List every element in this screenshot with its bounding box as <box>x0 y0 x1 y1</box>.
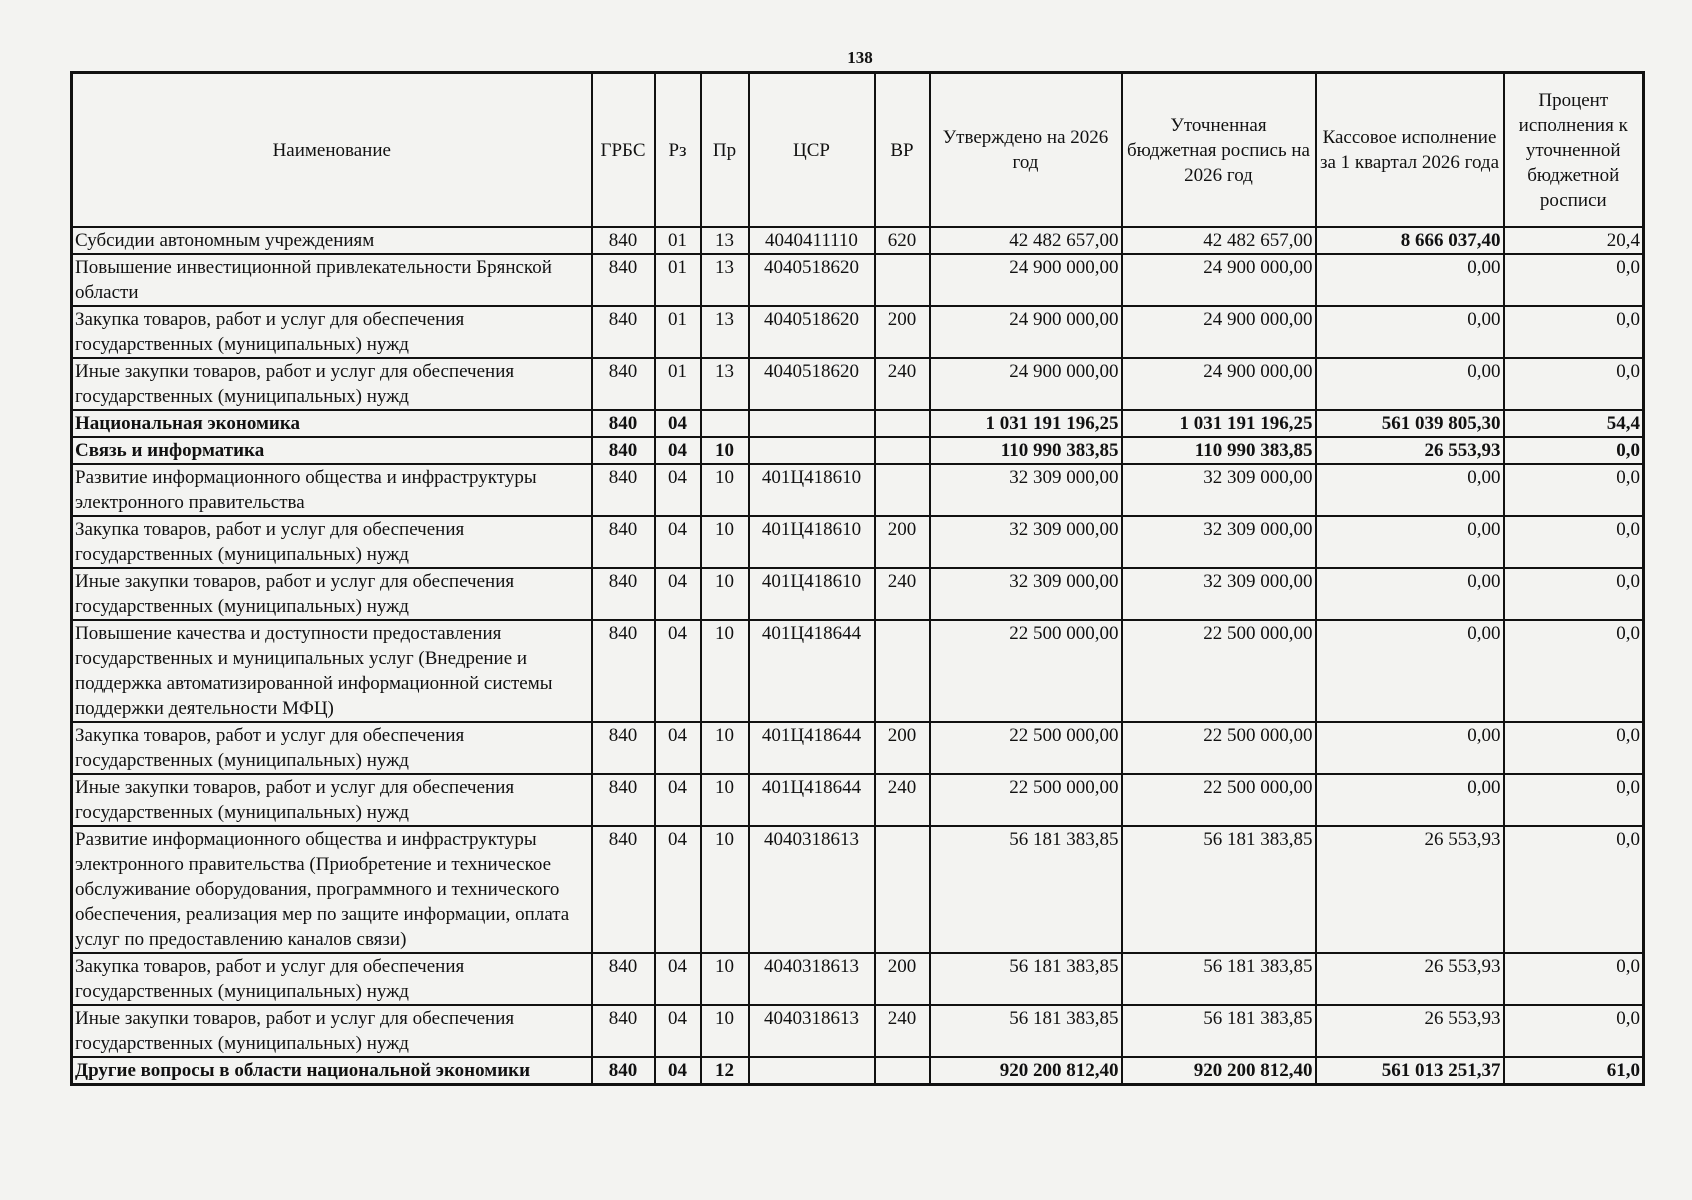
table-row <box>72 464 1644 516</box>
cell-csr: 401Ц418610 <box>749 464 875 516</box>
cell-percent: 20,4 <box>1504 227 1644 254</box>
cell-percent: 0,0 <box>1504 722 1644 774</box>
cell-rz: 04 <box>655 1057 701 1085</box>
cell-vr: 200 <box>875 306 930 358</box>
table-row <box>72 254 1644 306</box>
cell-cash: 0,00 <box>1316 774 1504 826</box>
header-refined: Уточненная бюджетная роспись на 2026 год <box>1122 73 1316 228</box>
header-approved: Утверждено на 2026 год <box>930 73 1122 228</box>
cell-csr: 401Ц418644 <box>749 620 875 722</box>
cell-cash: 0,00 <box>1316 568 1504 620</box>
cell-grbs: 840 <box>592 254 655 306</box>
cell-refined: 56 181 383,85 <box>1122 1005 1316 1057</box>
cell-refined: 32 309 000,00 <box>1122 516 1316 568</box>
cell-approved: 920 200 812,40 <box>930 1057 1122 1085</box>
cell-csr: 401Ц418644 <box>749 722 875 774</box>
cell-grbs: 840 <box>592 722 655 774</box>
cell-cash: 26 553,93 <box>1316 437 1504 464</box>
cell-refined: 24 900 000,00 <box>1122 254 1316 306</box>
cell-csr <box>749 437 875 464</box>
cell-grbs: 840 <box>592 620 655 722</box>
cell-grbs: 840 <box>592 1057 655 1085</box>
table-row <box>72 306 1644 358</box>
cell-rz: 04 <box>655 953 701 1005</box>
header-percent: Процент исполнения к уточненной бюджетной росписи <box>1504 73 1644 228</box>
cell-pr: 10 <box>701 437 749 464</box>
cell-percent: 0,0 <box>1504 568 1644 620</box>
cell-refined: 42 482 657,00 <box>1122 227 1316 254</box>
cell-name: Иные закупки товаров, работ и услуг для обеспечения государственных (муниципальных) нужд <box>72 774 592 826</box>
cell-rz: 04 <box>655 1005 701 1057</box>
cell-grbs: 840 <box>592 464 655 516</box>
cell-approved: 56 181 383,85 <box>930 953 1122 1005</box>
cell-cash: 26 553,93 <box>1316 1005 1504 1057</box>
cell-name: Закупка товаров, работ и услуг для обеспечения государственных (муниципальных) нужд <box>72 516 592 568</box>
header-csr: ЦСР <box>749 73 875 228</box>
cell-name: Национальная экономика <box>72 410 592 437</box>
table-row <box>72 437 1644 464</box>
cell-rz: 04 <box>655 568 701 620</box>
cell-csr <box>749 410 875 437</box>
table-body <box>72 227 1644 1085</box>
cell-name: Закупка товаров, работ и услуг для обеспечения государственных (муниципальных) нужд <box>72 722 592 774</box>
table-header-row <box>72 73 1644 228</box>
table-row <box>72 358 1644 410</box>
cell-refined: 22 500 000,00 <box>1122 620 1316 722</box>
cell-refined: 22 500 000,00 <box>1122 774 1316 826</box>
cell-csr: 4040411110 <box>749 227 875 254</box>
cell-approved: 24 900 000,00 <box>930 306 1122 358</box>
cell-vr <box>875 1057 930 1085</box>
cell-cash: 26 553,93 <box>1316 826 1504 953</box>
header-grbs: ГРБС <box>592 73 655 228</box>
cell-refined: 56 181 383,85 <box>1122 826 1316 953</box>
cell-pr: 12 <box>701 1057 749 1085</box>
table-row <box>72 568 1644 620</box>
cell-pr: 10 <box>701 774 749 826</box>
cell-csr: 4040518620 <box>749 358 875 410</box>
cell-pr: 10 <box>701 620 749 722</box>
cell-name: Закупка товаров, работ и услуг для обеспечения государственных (муниципальных) нужд <box>72 306 592 358</box>
header-cash: Кассовое исполнение за 1 квартал 2026 года <box>1316 73 1504 228</box>
cell-pr: 10 <box>701 516 749 568</box>
cell-name: Закупка товаров, работ и услуг для обеспечения государственных (муниципальных) нужд <box>72 953 592 1005</box>
cell-cash: 0,00 <box>1316 620 1504 722</box>
cell-refined: 1 031 191 196,25 <box>1122 410 1316 437</box>
cell-grbs: 840 <box>592 568 655 620</box>
cell-vr <box>875 620 930 722</box>
cell-percent: 0,0 <box>1504 358 1644 410</box>
header-name: Наименование <box>72 73 592 228</box>
table-row <box>72 516 1644 568</box>
cell-vr <box>875 437 930 464</box>
cell-approved: 56 181 383,85 <box>930 1005 1122 1057</box>
cell-refined: 920 200 812,40 <box>1122 1057 1316 1085</box>
budget-table <box>70 71 1645 1086</box>
cell-csr: 401Ц418610 <box>749 516 875 568</box>
cell-refined: 24 900 000,00 <box>1122 306 1316 358</box>
cell-name: Иные закупки товаров, работ и услуг для обеспечения государственных (муниципальных) нужд <box>72 358 592 410</box>
cell-name: Повышение качества и доступности предоставления государственных и муниципальных услуг (Внедрение и поддержка автоматизированной информационной системы поддержки деятельности МФЦ) <box>72 620 592 722</box>
cell-pr: 10 <box>701 464 749 516</box>
cell-name: Иные закупки товаров, работ и услуг для обеспечения государственных (муниципальных) нужд <box>72 1005 592 1057</box>
cell-percent: 54,4 <box>1504 410 1644 437</box>
cell-refined: 56 181 383,85 <box>1122 953 1316 1005</box>
cell-vr <box>875 254 930 306</box>
cell-approved: 22 500 000,00 <box>930 620 1122 722</box>
cell-refined: 32 309 000,00 <box>1122 464 1316 516</box>
cell-cash: 26 553,93 <box>1316 953 1504 1005</box>
cell-cash: 561 039 805,30 <box>1316 410 1504 437</box>
cell-rz: 04 <box>655 410 701 437</box>
cell-refined: 110 990 383,85 <box>1122 437 1316 464</box>
cell-vr <box>875 464 930 516</box>
cell-pr: 10 <box>701 722 749 774</box>
cell-percent: 0,0 <box>1504 1005 1644 1057</box>
cell-approved: 110 990 383,85 <box>930 437 1122 464</box>
cell-approved: 22 500 000,00 <box>930 722 1122 774</box>
cell-percent: 0,0 <box>1504 826 1644 953</box>
cell-percent: 0,0 <box>1504 254 1644 306</box>
cell-grbs: 840 <box>592 437 655 464</box>
cell-refined: 22 500 000,00 <box>1122 722 1316 774</box>
cell-approved: 42 482 657,00 <box>930 227 1122 254</box>
cell-refined: 24 900 000,00 <box>1122 358 1316 410</box>
cell-grbs: 840 <box>592 774 655 826</box>
cell-pr <box>701 410 749 437</box>
cell-name: Развитие информационного общества и инфраструктуры электронного правительства <box>72 464 592 516</box>
cell-cash: 8 666 037,40 <box>1316 227 1504 254</box>
cell-csr: 401Ц418610 <box>749 568 875 620</box>
cell-csr <box>749 1057 875 1085</box>
cell-pr: 13 <box>701 306 749 358</box>
cell-rz: 01 <box>655 358 701 410</box>
cell-name: Другие вопросы в области национальной экономики <box>72 1057 592 1085</box>
cell-approved: 24 900 000,00 <box>930 254 1122 306</box>
cell-percent: 0,0 <box>1504 306 1644 358</box>
cell-name: Субсидии автономным учреждениям <box>72 227 592 254</box>
cell-pr: 13 <box>701 227 749 254</box>
cell-cash: 0,00 <box>1316 254 1504 306</box>
cell-approved: 32 309 000,00 <box>930 568 1122 620</box>
cell-pr: 10 <box>701 953 749 1005</box>
cell-rz: 04 <box>655 516 701 568</box>
table-row <box>72 410 1644 437</box>
cell-name: Иные закупки товаров, работ и услуг для обеспечения государственных (муниципальных) нужд <box>72 568 592 620</box>
table-row <box>72 722 1644 774</box>
cell-rz: 04 <box>655 774 701 826</box>
table-row <box>72 774 1644 826</box>
cell-rz: 01 <box>655 306 701 358</box>
cell-pr: 13 <box>701 358 749 410</box>
cell-vr: 200 <box>875 722 930 774</box>
cell-approved: 32 309 000,00 <box>930 464 1122 516</box>
cell-cash: 0,00 <box>1316 516 1504 568</box>
cell-rz: 04 <box>655 464 701 516</box>
cell-pr: 10 <box>701 826 749 953</box>
cell-percent: 0,0 <box>1504 516 1644 568</box>
cell-cash: 561 013 251,37 <box>1316 1057 1504 1085</box>
cell-vr: 200 <box>875 953 930 1005</box>
table-row <box>72 620 1644 722</box>
cell-grbs: 840 <box>592 227 655 254</box>
cell-rz: 04 <box>655 437 701 464</box>
cell-percent: 0,0 <box>1504 774 1644 826</box>
table-row <box>72 1005 1644 1057</box>
header-rz: Рз <box>655 73 701 228</box>
cell-pr: 10 <box>701 1005 749 1057</box>
cell-percent: 0,0 <box>1504 953 1644 1005</box>
cell-cash: 0,00 <box>1316 358 1504 410</box>
cell-approved: 22 500 000,00 <box>930 774 1122 826</box>
cell-percent: 0,0 <box>1504 437 1644 464</box>
cell-cash: 0,00 <box>1316 722 1504 774</box>
cell-vr: 240 <box>875 358 930 410</box>
cell-vr: 240 <box>875 568 930 620</box>
cell-approved: 24 900 000,00 <box>930 358 1122 410</box>
cell-name: Связь и информатика <box>72 437 592 464</box>
cell-grbs: 840 <box>592 410 655 437</box>
cell-approved: 32 309 000,00 <box>930 516 1122 568</box>
cell-grbs: 840 <box>592 358 655 410</box>
cell-csr: 4040518620 <box>749 254 875 306</box>
cell-vr <box>875 410 930 437</box>
cell-vr: 620 <box>875 227 930 254</box>
cell-approved: 56 181 383,85 <box>930 826 1122 953</box>
page-number: 138 <box>847 48 873 67</box>
cell-vr: 240 <box>875 774 930 826</box>
cell-grbs: 840 <box>592 826 655 953</box>
cell-vr: 240 <box>875 1005 930 1057</box>
cell-rz: 01 <box>655 254 701 306</box>
header-pr: Пр <box>701 73 749 228</box>
cell-pr: 10 <box>701 568 749 620</box>
cell-percent: 61,0 <box>1504 1057 1644 1085</box>
header-vr: ВР <box>875 73 930 228</box>
table-row <box>72 953 1644 1005</box>
table-row <box>72 826 1644 953</box>
cell-percent: 0,0 <box>1504 620 1644 722</box>
cell-grbs: 840 <box>592 1005 655 1057</box>
cell-rz: 04 <box>655 620 701 722</box>
table-row <box>72 227 1644 254</box>
cell-csr: 401Ц418644 <box>749 774 875 826</box>
cell-csr: 4040518620 <box>749 306 875 358</box>
cell-percent: 0,0 <box>1504 464 1644 516</box>
cell-name: Повышение инвестиционной привлекательности Брянской области <box>72 254 592 306</box>
cell-vr: 200 <box>875 516 930 568</box>
cell-rz: 04 <box>655 722 701 774</box>
cell-csr: 4040318613 <box>749 953 875 1005</box>
cell-csr: 4040318613 <box>749 1005 875 1057</box>
table-row <box>72 1057 1644 1085</box>
cell-grbs: 840 <box>592 306 655 358</box>
cell-name: Развитие информационного общества и инфраструктуры электронного правительства (Приобретение и техническое обслуживание оборудования, программного и технического обеспечения, реализация мер по защите информации, оплата услуг по предоставлению каналов связи) <box>72 826 592 953</box>
cell-grbs: 840 <box>592 516 655 568</box>
cell-csr: 4040318613 <box>749 826 875 953</box>
cell-rz: 01 <box>655 227 701 254</box>
cell-vr <box>875 826 930 953</box>
cell-approved: 1 031 191 196,25 <box>930 410 1122 437</box>
cell-cash: 0,00 <box>1316 464 1504 516</box>
cell-pr: 13 <box>701 254 749 306</box>
cell-grbs: 840 <box>592 953 655 1005</box>
cell-refined: 32 309 000,00 <box>1122 568 1316 620</box>
cell-rz: 04 <box>655 826 701 953</box>
cell-cash: 0,00 <box>1316 306 1504 358</box>
